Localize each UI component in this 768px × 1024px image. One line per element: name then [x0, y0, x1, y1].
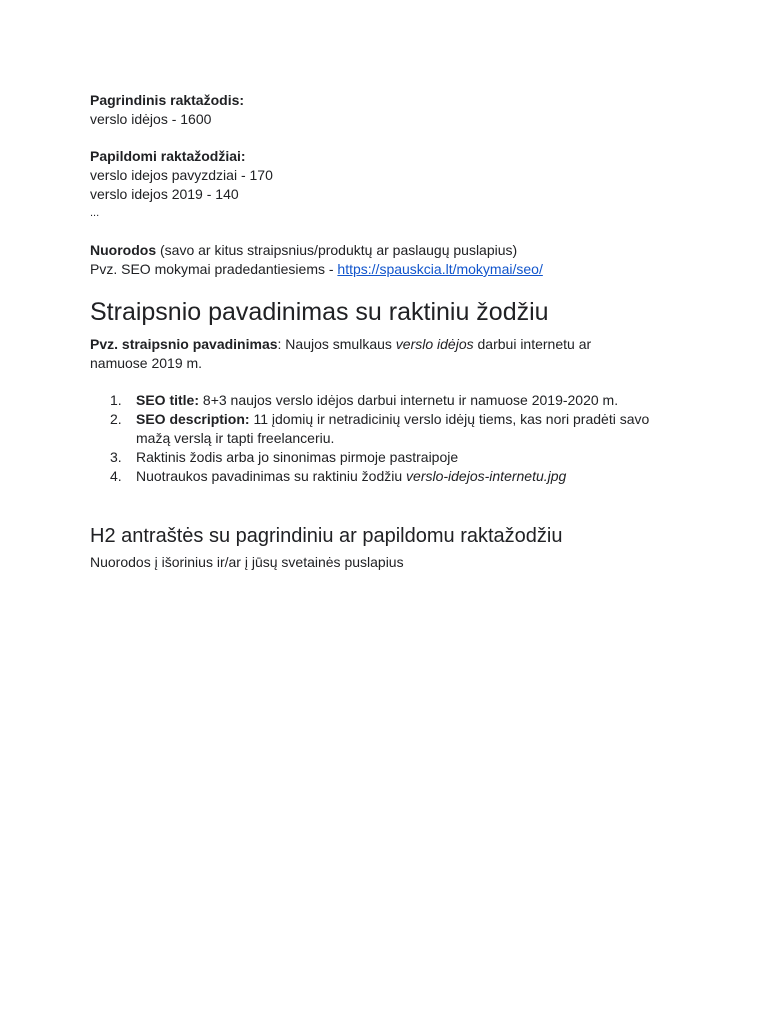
seo-title-text: 8+3 naujos verslo idėjos darbui internetu ir namuose 2019-2020 m. [199, 392, 619, 408]
links-example-prefix: Pvz. SEO mokymai pradedantiesiems - [90, 261, 338, 277]
list-item-number: 3. [110, 449, 122, 465]
links-example-line [90, 260, 650, 279]
seo-description-text: 11 įdomių ir netradicinių verslo idėjų tiems, kas nori pradėti savo mažą verslą ir tapti freelanceriu. [136, 411, 650, 446]
spacer [90, 486, 650, 524]
seo-title-label: SEO title: [136, 392, 200, 408]
seo-checklist [90, 391, 650, 486]
keyword-in-first-paragraph-text: Raktinis žodis arba jo sinonimas pirmoje pastraipoje [136, 449, 459, 465]
links-section-label: Nuorodos [90, 242, 157, 258]
primary-keyword-value: verslo idėjos - 1600 [90, 111, 212, 127]
article-title-example-part1: : Naujos smulkaus [277, 336, 396, 352]
list-item [90, 467, 650, 486]
image-filename: verslo-idejos-internetu.jpg [406, 468, 567, 484]
article-title-example [90, 335, 650, 373]
image-name-text: Nuotraukos pavadinimas su raktiniu žodžiu [136, 468, 407, 484]
list-item-number: 4. [110, 468, 122, 484]
seo-courses-link[interactable]: https://spauskcia.lt/mokymai/seo/ [337, 261, 543, 277]
list-item-number: 2. [110, 411, 122, 427]
article-title-heading: Straipsnio pavadinimas su raktiniu žodžiu [90, 298, 549, 326]
document-page [90, 91, 650, 572]
secondary-keyword-ellipsis: ... [90, 207, 100, 219]
h2-section-note: Nuorodos į išorinius ir/ar į jūsų svetainės puslapius [90, 554, 404, 570]
seo-description-label: SEO description: [136, 411, 250, 427]
article-title-example-label: Pvz. straipsnio pavadinimas [90, 336, 278, 352]
secondary-keywords-label: Papildomi raktažodžiai: [90, 148, 246, 164]
list-item [90, 391, 650, 410]
list-item [90, 448, 650, 467]
secondary-keyword-item: verslo idejos pavyzdziai - 170 [90, 167, 273, 183]
secondary-keyword-item: verslo idejos 2019 - 140 [90, 186, 239, 202]
spacer [90, 373, 650, 391]
spacer [90, 223, 650, 241]
article-title-example-italic: verslo idėjos [395, 336, 474, 352]
article-title-example-part2: darbui internetu ar namuose 2019 m. [90, 336, 592, 371]
links-section-description: (savo ar kitus straipsnius/produktų ar paslaugų puslapius) [156, 242, 518, 258]
spacer [90, 129, 650, 147]
links-section-line [90, 241, 650, 260]
list-item [90, 410, 650, 448]
primary-keyword-label: Pagrindinis raktažodis: [90, 92, 245, 108]
spacer [90, 327, 650, 335]
spacer [90, 279, 650, 297]
h2-section-heading: H2 antraštės su pagrindiniu ar papildomu raktažodžiu [90, 525, 563, 547]
list-item-number: 1. [110, 392, 122, 408]
